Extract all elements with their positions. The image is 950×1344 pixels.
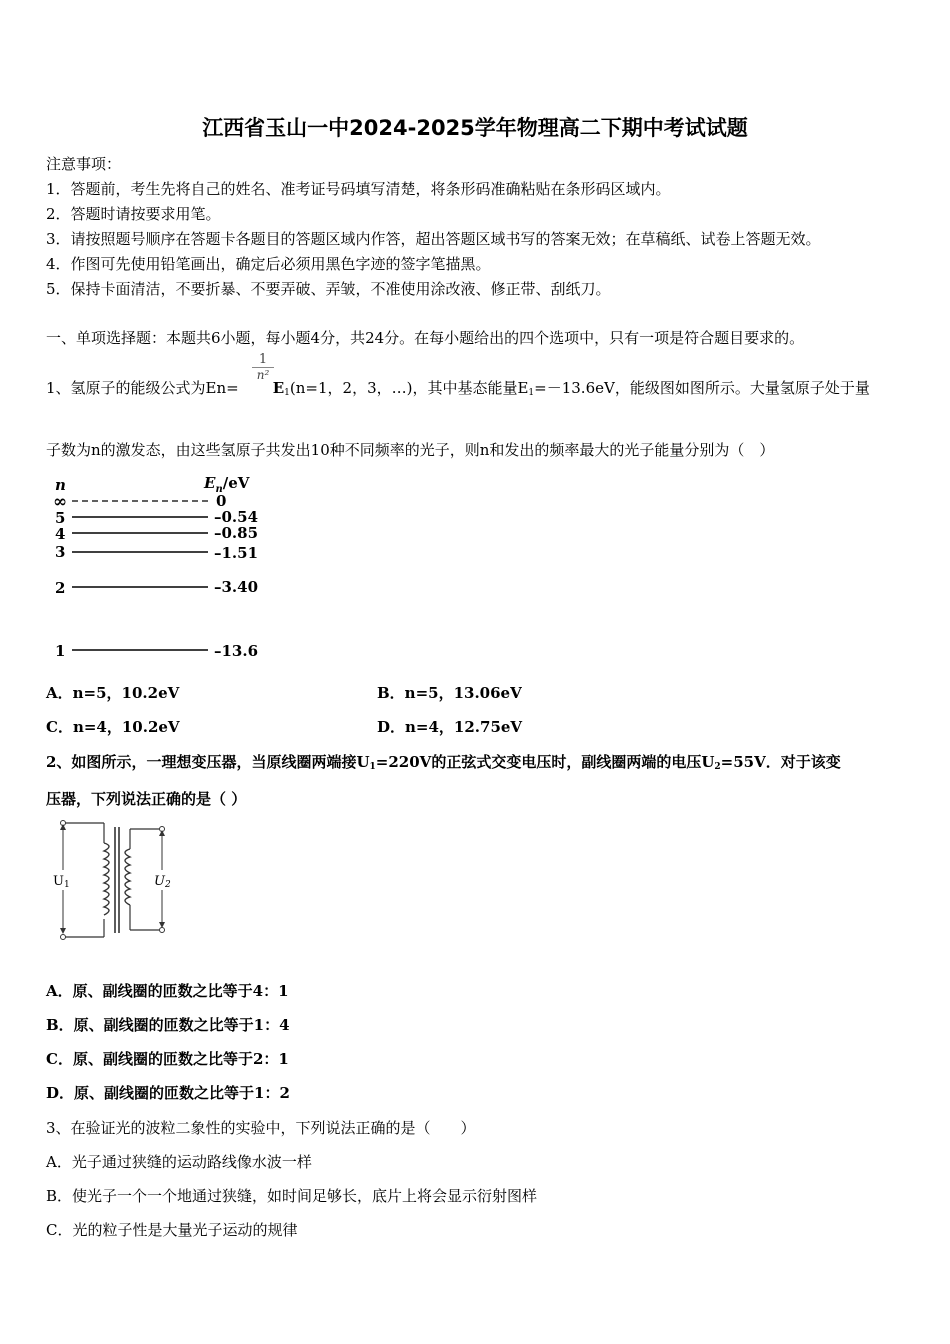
level-n-label: 5	[55, 509, 66, 527]
notice-item: 5．保持卡面清洁，不要折暴、不要弄破、弄皱，不准使用涂改液、修正带、刮纸刀。	[46, 280, 611, 298]
notice-heading: 注意事项：	[46, 155, 122, 173]
energy-axis-label: $E_n/eV$	[204, 474, 250, 495]
level-n-label: 1	[55, 642, 66, 660]
secondary-coil	[125, 849, 130, 905]
question-2-stem-line2: 压器，下列说法正确的是（ ）	[46, 790, 247, 808]
q1-e1-sub: 1	[284, 388, 290, 398]
question-1-stem-line2: 子数为n的激发态，由这些氢原子共发出10种不同频率的光子，则n和发出的频率最大的光子能量分别为（ ）	[46, 441, 775, 459]
q1-option-a: A．n=5，10.2eV	[46, 684, 180, 702]
q2-option-b: B．原、副线圈的匝数之比等于1：4	[46, 1016, 290, 1034]
primary-coil	[104, 843, 109, 915]
level-n-label: 3	[55, 543, 66, 561]
q3-option-b: B．使光子一个一个地通过狭缝，如时间足够长，底片上将会显示衍射图样	[46, 1187, 538, 1205]
level-n-label: ∞	[53, 492, 68, 512]
page-title: 江西省玉山一中2024-2025学年物理高二下期中考试试题	[202, 116, 748, 140]
notice-item: 2．答题时请按要求用笔。	[46, 205, 221, 223]
notice-item: 3．请按照题号顺序在答题卡各题目的答题区域内作答，超出答题区域书写的答案无效；在草稿纸、试卷上答题无效。	[46, 230, 821, 248]
q3-option-a: A．光子通过狭缝的运动路线像水波一样	[46, 1153, 312, 1171]
energy-fraction	[252, 352, 274, 382]
u1-label: U1	[53, 874, 70, 890]
q1-mid-sub: 1	[528, 388, 535, 398]
transformer-diagram	[44, 815, 184, 947]
question-3-stem: 3、在验证光的波粒二象性的实验中，下列说法正确的是（ ）	[46, 1119, 476, 1137]
level-energy-label: –3.40	[214, 578, 259, 596]
level-energy-label: 0	[216, 492, 227, 510]
q1-tail: =－13.6eV，能级图如图所示。大量氢原子处于量	[534, 379, 870, 397]
fraction-denominator: n²	[256, 368, 270, 382]
q1-mid: (n=1，2，3，…)，其中基态能量E	[289, 379, 529, 397]
notice-item: 1．答题前，考生先将自己的姓名、准考证号码填写清楚，将条形码准确粘贴在条形码区域内。	[46, 180, 671, 198]
q3-option-c: C．光的粒子性是大量光子运动的规律	[46, 1221, 298, 1239]
q2-option-a: A．原、副线圈的匝数之比等于4：1	[46, 982, 289, 1000]
q1-option-d: D．n=4，12.75eV	[377, 718, 523, 736]
level-energy-label: –0.54	[214, 508, 259, 526]
n-axis-label: n	[55, 476, 66, 494]
energy-level-diagram	[40, 470, 280, 670]
q2-option-c: C．原、副线圈的匝数之比等于2：1	[46, 1050, 289, 1068]
q1-e1: E	[272, 379, 285, 397]
terminal	[160, 928, 165, 933]
q1-prefix: 1、氢原子的能级公式为En=	[46, 379, 239, 397]
level-n-label: 4	[55, 525, 66, 543]
section-heading: 一、单项选择题：本题共6小题，每小题4分，共24分。在每小题给出的四个选项中，只有一项是符合题目要求的。	[46, 329, 805, 347]
q1-option-b: B．n=5，13.06eV	[377, 684, 522, 702]
level-energy-label: –0.85	[214, 524, 259, 542]
q2-option-d: D．原、副线圈的匝数之比等于1：2	[46, 1084, 290, 1102]
level-energy-label: –13.6	[214, 642, 259, 660]
fraction-numerator: 1	[252, 352, 274, 368]
level-energy-label: –1.51	[214, 544, 259, 562]
terminal	[61, 935, 66, 940]
u2-label: U2	[154, 874, 171, 890]
level-n-label: 2	[55, 579, 66, 597]
question-2-stem: 2、如图所示，一理想变压器，当原线圈两端接$U_1=220V$的正弦式交变电压时，副线圈两端的电压$U_2=55V$．对于该变	[46, 753, 841, 772]
question-1-stem	[46, 377, 870, 398]
notice-item: 4．作图可先使用铅笔画出，确定后必须用黑色字迹的签字笔描黑。	[46, 255, 491, 273]
q1-option-c: C．n=4，10.2eV	[46, 718, 180, 736]
